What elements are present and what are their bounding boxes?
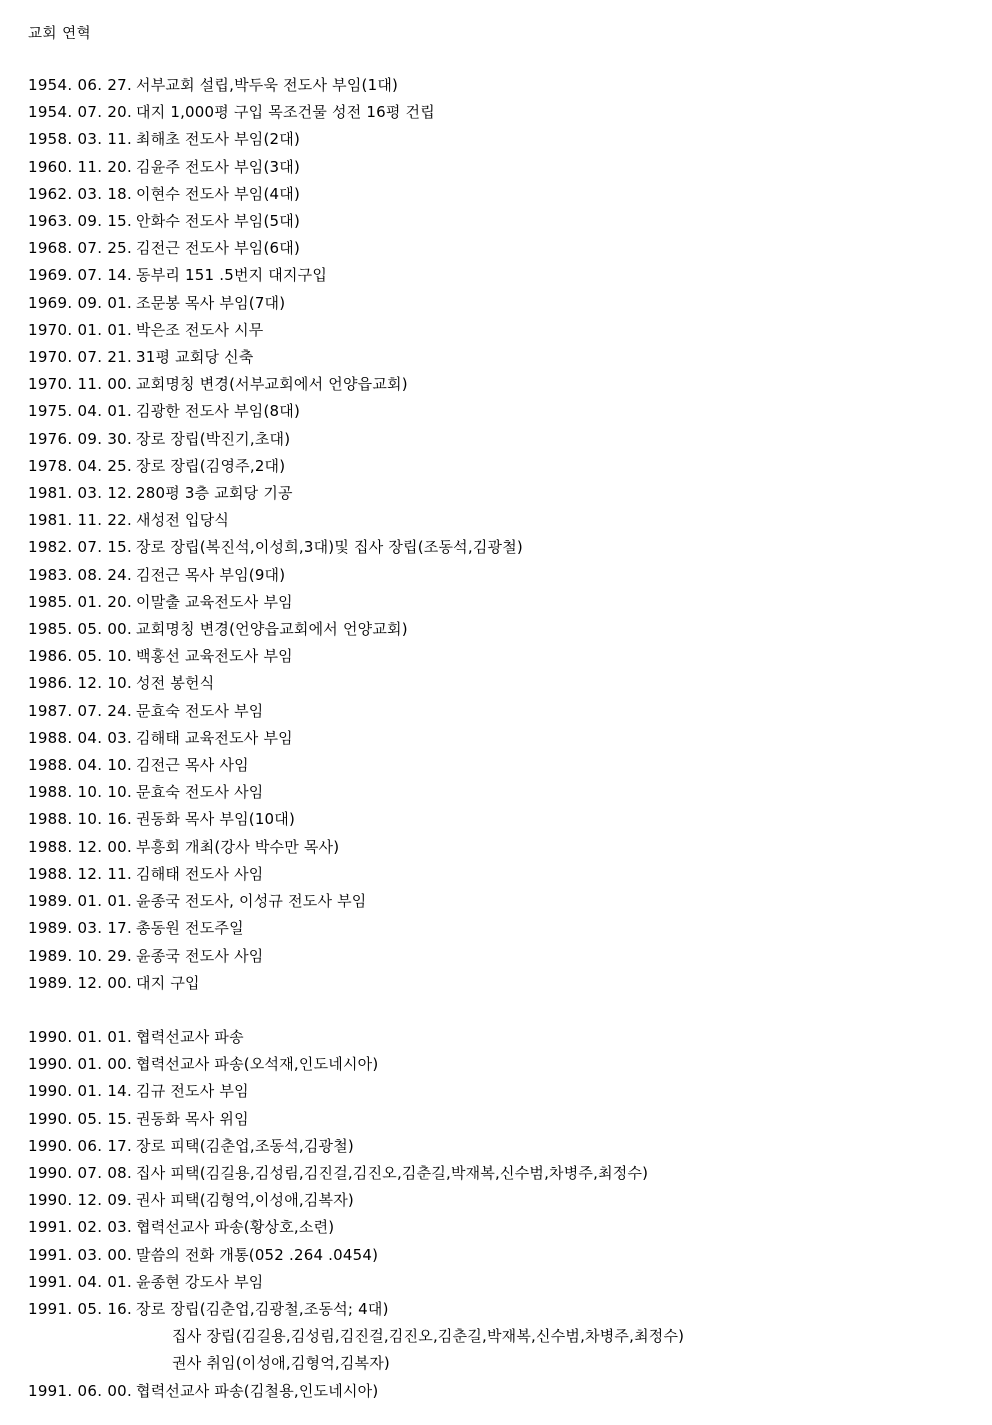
entry-date: 1954. 07. 20. bbox=[28, 103, 133, 122]
history-entry bbox=[28, 1242, 964, 1269]
history-entry bbox=[28, 1160, 964, 1187]
entry-date: 1976. 09. 30. bbox=[28, 429, 133, 448]
entry-date: 1962. 03. 18. bbox=[28, 184, 133, 203]
history-entry bbox=[28, 616, 964, 643]
entry-date: 1978. 04. 25. bbox=[28, 456, 133, 475]
entry-text: 총동원 전도주일 bbox=[136, 919, 244, 938]
entry-date: 1983. 08. 24. bbox=[28, 565, 133, 584]
history-entry bbox=[28, 643, 964, 670]
entry-date: 1963. 09. 15. bbox=[28, 212, 133, 231]
history-entry bbox=[28, 317, 964, 344]
entry-text: 대지 1,000평 구입 목조건물 성전 16평 건립 bbox=[136, 103, 435, 122]
history-entry bbox=[28, 834, 964, 861]
history-entry bbox=[28, 915, 964, 942]
history-entry-continuation bbox=[28, 1323, 964, 1350]
history-entry bbox=[28, 861, 964, 888]
entry-date: 1989. 12. 00. bbox=[28, 973, 133, 992]
entry-date: 1981. 11. 22. bbox=[28, 511, 133, 530]
entry-date: 1989. 01. 01. bbox=[28, 892, 133, 911]
entry-text: 장로 장립(박진기,초대) bbox=[136, 429, 291, 448]
history-entry bbox=[28, 181, 964, 208]
history-entry bbox=[28, 1078, 964, 1105]
history-entry bbox=[28, 888, 964, 915]
history-entry bbox=[28, 480, 964, 507]
history-entry bbox=[28, 99, 964, 126]
entry-text: 말씀의 전화 개통(052 .264 .0454) bbox=[136, 1245, 379, 1264]
history-entry bbox=[28, 262, 964, 289]
entry-text: 권사 취임(이성애,김형억,김복자) bbox=[172, 1354, 390, 1373]
entry-text: 윤종현 강도사 부임 bbox=[136, 1272, 264, 1291]
entry-text: 새성전 입당식 bbox=[136, 511, 230, 530]
entry-text: 이현수 전도사 부임(4대) bbox=[136, 184, 300, 203]
entry-text: 김윤주 전도사 부임(3대) bbox=[136, 157, 300, 176]
entry-text: 장로 피택(김춘업,조동석,김광철) bbox=[136, 1136, 354, 1155]
history-entry bbox=[28, 507, 964, 534]
entry-text: 권동화 목사 부임(10대) bbox=[136, 810, 296, 829]
history-entry bbox=[28, 1187, 964, 1214]
entry-text: 김해태 전도사 사임 bbox=[136, 864, 264, 883]
entry-date: 1986. 12. 10. bbox=[28, 674, 133, 693]
entry-text: 집사 피택(김길용,김성림,김진걸,김진오,김춘길,박재복,신수범,차병주,최정수) bbox=[136, 1163, 649, 1182]
entry-text: 문효숙 전도사 사임 bbox=[136, 783, 264, 802]
history-entry bbox=[28, 725, 964, 752]
entry-date: 1969. 07. 14. bbox=[28, 266, 133, 285]
entry-date: 1988. 04. 03. bbox=[28, 728, 133, 747]
page-title: 교회 연혁 bbox=[28, 26, 92, 42]
entry-text: 31평 교회당 신축 bbox=[136, 348, 254, 367]
entry-date: 1981. 03. 12. bbox=[28, 484, 133, 503]
history-entry bbox=[28, 154, 964, 181]
history-entry bbox=[28, 235, 964, 262]
history-entry bbox=[28, 970, 964, 997]
entry-date: 1990. 07. 08. bbox=[28, 1163, 133, 1182]
entry-date: 1990. 01. 01. bbox=[28, 1027, 133, 1046]
entry-text: 부흥회 개최(강사 박수만 목사) bbox=[136, 837, 340, 856]
entry-spacer bbox=[28, 997, 964, 1024]
entry-date: 1991. 02. 03. bbox=[28, 1218, 133, 1237]
history-entry bbox=[28, 1296, 964, 1323]
history-entry bbox=[28, 1051, 964, 1078]
entry-text: 교회명칭 변경(서부교회에서 언양읍교회) bbox=[136, 375, 408, 394]
entry-date: 1985. 01. 20. bbox=[28, 592, 133, 611]
entry-date: 1988. 04. 10. bbox=[28, 756, 133, 775]
entry-date: 1988. 12. 00. bbox=[28, 837, 133, 856]
history-entry bbox=[28, 943, 964, 970]
entry-date: 1968. 07. 25. bbox=[28, 239, 133, 258]
entry-date: 1991. 03. 00. bbox=[28, 1245, 133, 1264]
entry-text: 280평 3층 교회당 기공 bbox=[136, 484, 293, 503]
entry-text: 김전근 목사 사임 bbox=[136, 756, 249, 775]
history-entry bbox=[28, 1378, 964, 1405]
history-entry bbox=[28, 670, 964, 697]
entry-text: 김전근 전도사 부임(6대) bbox=[136, 239, 300, 258]
history-entry bbox=[28, 1024, 964, 1051]
entry-text: 윤종국 전도사 사임 bbox=[136, 946, 264, 965]
entry-date: 1991. 06. 00. bbox=[28, 1381, 133, 1400]
entry-text: 김전근 목사 부임(9대) bbox=[136, 565, 286, 584]
entry-text: 장로 장립(복진석,이성희,3대)및 집사 장립(조동석,김광철) bbox=[136, 538, 523, 557]
entry-date: 1969. 09. 01. bbox=[28, 293, 133, 312]
history-entry bbox=[28, 208, 964, 235]
history-entry bbox=[28, 534, 964, 561]
history-entry bbox=[28, 1214, 964, 1241]
entry-text: 박은조 전도사 시무 bbox=[136, 320, 264, 339]
history-entry bbox=[28, 344, 964, 371]
entry-text: 조문봉 목사 부임(7대) bbox=[136, 293, 286, 312]
entry-date: 1990. 12. 09. bbox=[28, 1191, 133, 1210]
entry-text: 장로 장립(김영주,2대) bbox=[136, 456, 286, 475]
history-entry bbox=[28, 562, 964, 589]
entry-text: 집사 장립(김길용,김성림,김진걸,김진오,김춘길,박재복,신수범,차병주,최정수) bbox=[172, 1327, 685, 1346]
history-entry bbox=[28, 698, 964, 725]
entry-date: 1960. 11. 20. bbox=[28, 157, 133, 176]
entry-date: 1988. 10. 10. bbox=[28, 783, 133, 802]
history-entry bbox=[28, 453, 964, 480]
entry-text: 협력선교사 파송(김철용,인도네시아) bbox=[136, 1381, 379, 1400]
entry-text: 협력선교사 파송(황상호,소련) bbox=[136, 1218, 335, 1237]
history-entry bbox=[28, 1133, 964, 1160]
history-entry bbox=[28, 398, 964, 425]
entry-date: 1985. 05. 00. bbox=[28, 620, 133, 639]
entry-date: 1988. 12. 11. bbox=[28, 864, 133, 883]
history-entry bbox=[28, 126, 964, 153]
history-entry bbox=[28, 371, 964, 398]
entry-date: 1991. 04. 01. bbox=[28, 1272, 133, 1291]
entry-text: 교회명칭 변경(언양읍교회에서 언양교회) bbox=[136, 620, 408, 639]
history-entry bbox=[28, 1106, 964, 1133]
entry-date: 1989. 03. 17. bbox=[28, 919, 133, 938]
entry-text: 성전 봉헌식 bbox=[136, 674, 215, 693]
entry-date: 1988. 10. 16. bbox=[28, 810, 133, 829]
entry-date: 1990. 05. 15. bbox=[28, 1109, 133, 1128]
entry-date: 1986. 05. 10. bbox=[28, 647, 133, 666]
entry-text: 김규 전도사 부임 bbox=[136, 1082, 249, 1101]
entry-date: 1990. 06. 17. bbox=[28, 1136, 133, 1155]
history-entry bbox=[28, 290, 964, 317]
history-entry bbox=[28, 752, 964, 779]
entry-date: 1958. 03. 11. bbox=[28, 130, 133, 149]
entry-date: 1990. 01. 00. bbox=[28, 1055, 133, 1074]
entry-date: 1970. 01. 01. bbox=[28, 320, 133, 339]
entry-text: 백홍선 교육전도사 부임 bbox=[136, 647, 293, 666]
entry-date: 1991. 05. 16. bbox=[28, 1299, 133, 1318]
entry-date: 1975. 04. 01. bbox=[28, 402, 133, 421]
entry-text: 협력선교사 파송 bbox=[136, 1027, 244, 1046]
entry-text: 김광한 전도사 부임(8대) bbox=[136, 402, 300, 421]
entry-date: 1990. 01. 14. bbox=[28, 1082, 133, 1101]
history-entry bbox=[28, 589, 964, 616]
history-entry bbox=[28, 806, 964, 833]
entry-text: 권사 피택(김형억,이성애,김복자) bbox=[136, 1191, 354, 1210]
entry-text: 협력선교사 파송(오석재,인도네시아) bbox=[136, 1055, 379, 1074]
entry-date: 1954. 06. 27. bbox=[28, 76, 133, 94]
entry-date: 1982. 07. 15. bbox=[28, 538, 133, 557]
entry-date: 1989. 10. 29. bbox=[28, 946, 133, 965]
entry-date: 1970. 07. 21. bbox=[28, 348, 133, 367]
entry-text: 문효숙 전도사 부임 bbox=[136, 701, 264, 720]
entry-text: 김해태 교육전도사 부임 bbox=[136, 728, 293, 747]
history-entry-list bbox=[28, 72, 964, 1405]
entry-text: 동부리 151 .5번지 대지구입 bbox=[136, 266, 328, 285]
entry-text: 최해초 전도사 부임(2대) bbox=[136, 130, 300, 149]
history-entry bbox=[28, 1269, 964, 1296]
entry-text: 권동화 목사 위임 bbox=[136, 1109, 249, 1128]
history-entry bbox=[28, 72, 964, 99]
entry-date: 1970. 11. 00. bbox=[28, 375, 133, 394]
entry-text: 서부교회 설립,박두욱 전도사 부임(1대) bbox=[136, 76, 399, 94]
entry-text: 윤종국 전도사, 이성규 전도사 부임 bbox=[136, 892, 367, 911]
entry-text: 장로 장립(김춘업,김광철,조동석; 4대) bbox=[136, 1299, 389, 1318]
history-entry bbox=[28, 779, 964, 806]
history-entry-continuation bbox=[28, 1350, 964, 1377]
entry-text: 이말출 교육전도사 부임 bbox=[136, 592, 293, 611]
entry-date: 1987. 07. 24. bbox=[28, 701, 133, 720]
entry-text: 대지 구입 bbox=[136, 973, 200, 992]
entry-text: 안화수 전도사 부임(5대) bbox=[136, 212, 300, 231]
history-entry bbox=[28, 426, 964, 453]
